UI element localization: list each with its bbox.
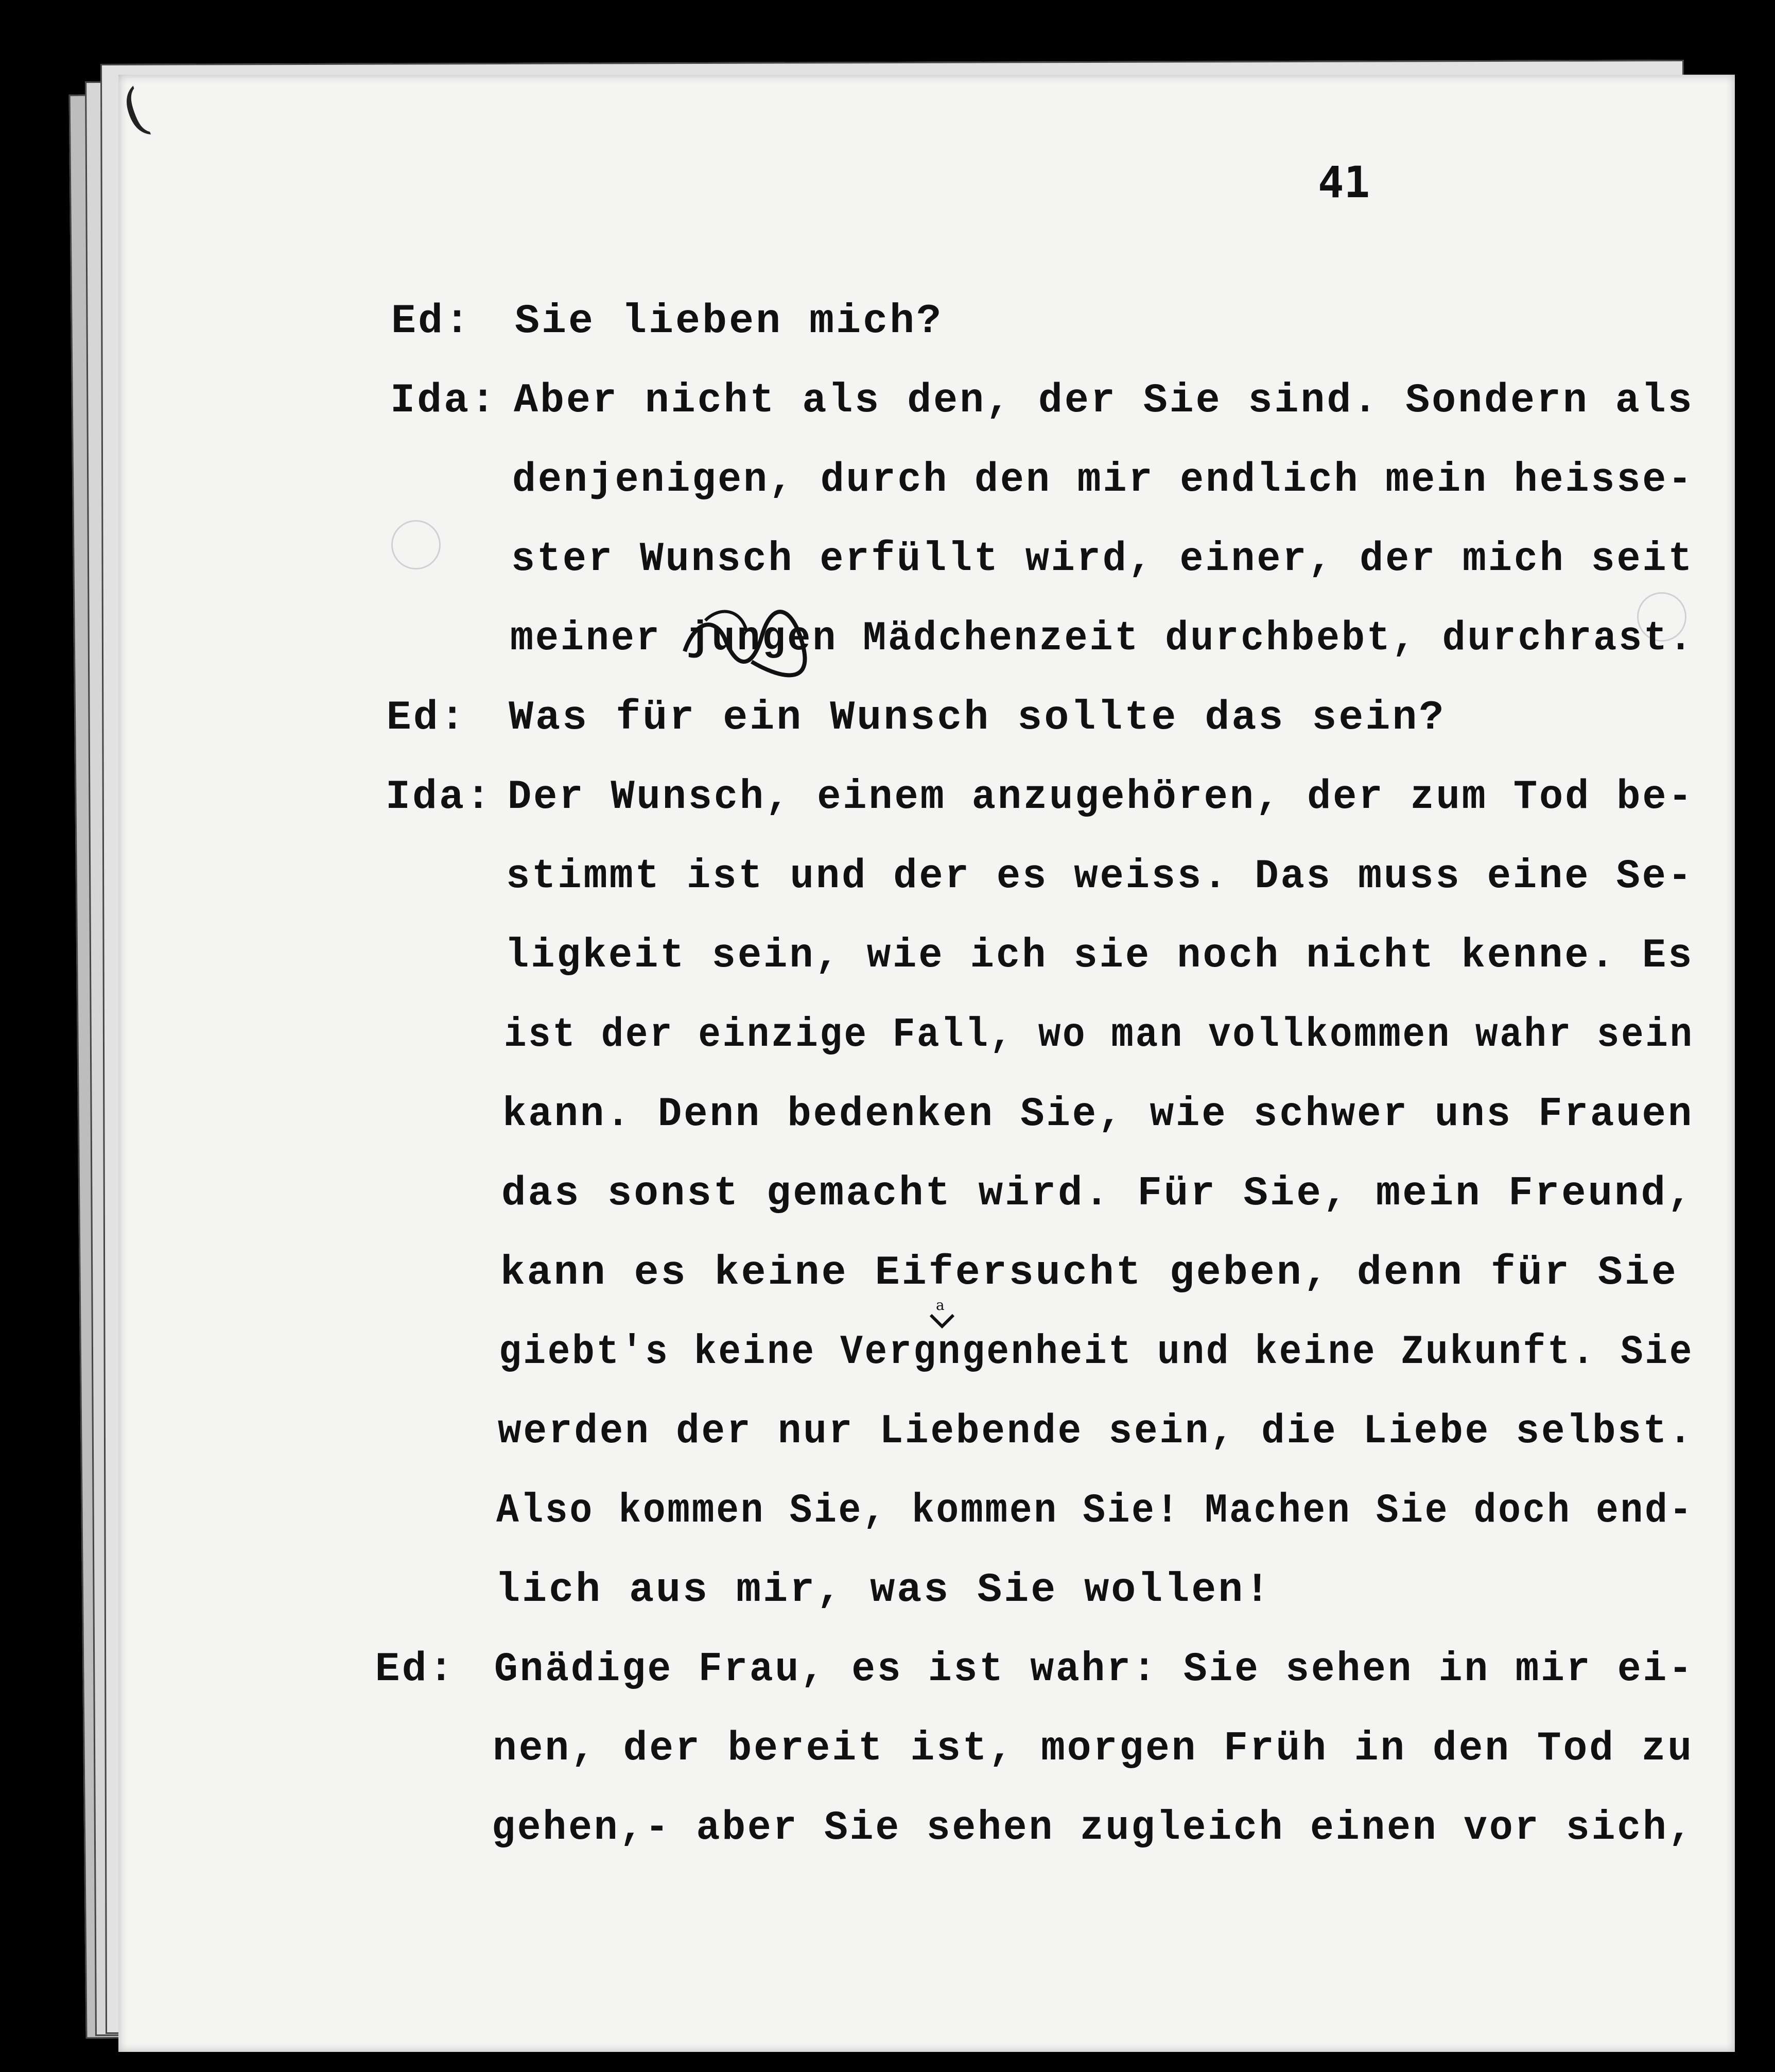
dialogue-line: Also kommen Sie, kommen Sie! Machen Sie doch end- <box>496 1488 1694 1534</box>
dialogue-line: meiner jungen Mädchenzeit durchbebt, durchrast. <box>510 615 1694 662</box>
dialogue-line: Aber nicht als den, der Sie sind. Sondern als <box>513 377 1694 424</box>
caret-insert-letter: a <box>936 1298 945 1314</box>
dialogue-line: kann. Denn bedenken Sie, wie schwer uns Frauen <box>502 1091 1694 1138</box>
dialogue-line: lich aus mir, was Sie wollen! <box>495 1567 1272 1614</box>
dialogue-line: kann es keine Eifersucht geben, denn für Sie <box>500 1250 1678 1297</box>
dialogue-line: denjenigen, durch den mir endlich mein heisse- <box>512 457 1694 504</box>
dialogue-line: ster Wunsch erfüllt wird, einer, der mich seit <box>511 536 1694 583</box>
handwritten-correction-scribble <box>674 600 819 682</box>
dialogue-line: Gnädige Frau, es ist wahr: Sie sehen in mir ei- <box>494 1646 1694 1693</box>
dialogue-line: stimmt ist und der es weiss. Das muss eine Se- <box>506 853 1694 900</box>
speaker-label: Ed: <box>391 298 472 345</box>
dialogue-line: das sonst gemacht wird. Für Sie, mein Freund, <box>501 1170 1694 1217</box>
dialogue-line: nen, der bereit ist, morgen Früh in den Tod zu <box>493 1725 1694 1772</box>
dialogue-line: werden der nur Liebende sein, die Liebe selbst. <box>497 1408 1694 1455</box>
speaker-label: Ed: <box>386 695 467 741</box>
dialogue-line: Was für ein Wunsch sollte das sein? <box>509 695 1446 741</box>
dialogue-line: ligkeit sein, wie ich sie noch nicht kenne. Es <box>505 933 1694 979</box>
dialogue-line: gehen,- aber Sie sehen zugleich einen vor sich, <box>492 1805 1694 1852</box>
handwritten-insertion-caret <box>927 1298 958 1328</box>
speaker-label: Ida: <box>390 377 498 424</box>
dialogue-line: Der Wunsch, einem anzugehören, der zum Tod be- <box>507 774 1694 821</box>
dialogue-line: giebt's keine Vergngenheit und keine Zukunft. Sie <box>499 1329 1694 1376</box>
dialogue-line: ist der einzige Fall, wo man vollkommen wahr sein <box>503 1012 1694 1059</box>
corner-pencil-mark: ( <box>113 75 156 145</box>
dialogue-line: Sie lieben mich? <box>515 298 944 345</box>
speaker-label: Ed: <box>375 1646 456 1693</box>
page-number: 41 <box>1318 157 1370 208</box>
speaker-label: Ida: <box>385 774 493 821</box>
